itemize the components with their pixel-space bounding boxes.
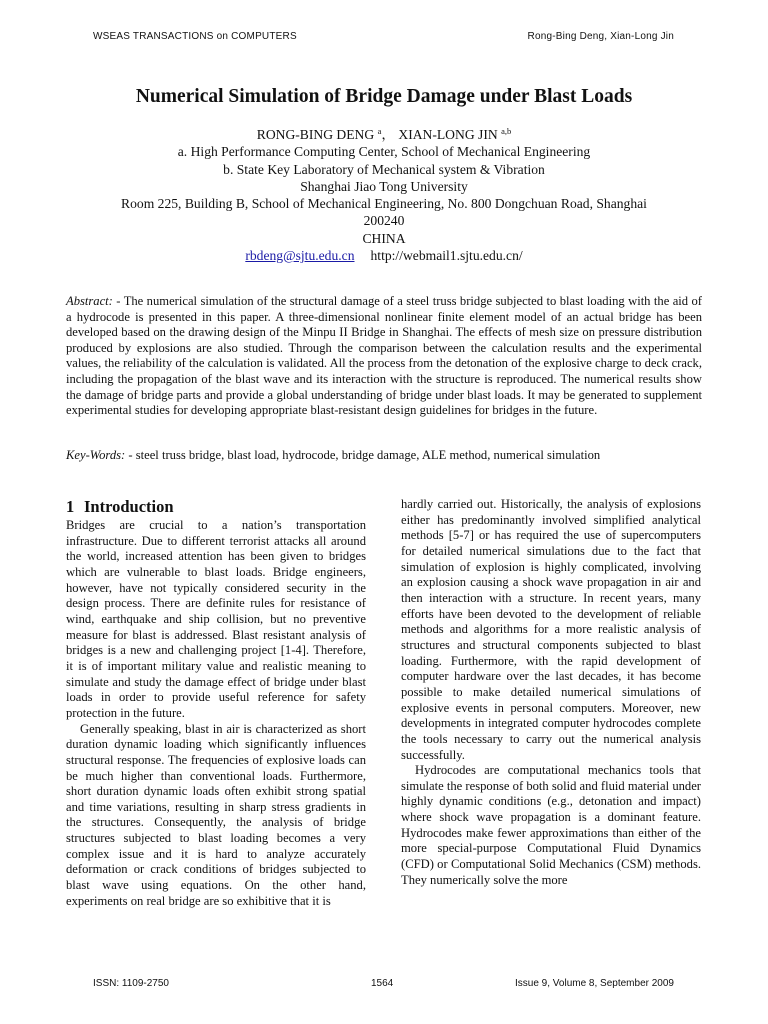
author-1-affil-mark: a (377, 126, 382, 136)
right-column (401, 497, 701, 888)
country: CHINA (362, 230, 406, 246)
keywords-text: - steel truss bridge, blast load, hydrocode, bridge damage, ALE method, numerical simulation (128, 448, 601, 462)
footer-page-number: 1564 (371, 978, 394, 989)
footer-issn: ISSN: 1109-2750 (93, 978, 169, 989)
affiliation-b: b. State Key Laboratory of Mechanical system & Vibration (223, 161, 545, 177)
left-paragraph-2: Generally speaking, blast in air is characterized as short duration dynamic loading which significantly influences structural response. The frequencies of explosive loads can be much higher than conventional loads. Furthermore, short duration dynamic loads often exhibit strong spatial and time variations, resulting in sharp stress gradients in the structures. Consequently, the analysis of bridge structures subjected to blast loading becomes a very complex issue and it is hard to analyze accurately deformation or crack conditions of bridges subjected to blast wave using equations. On the other hand, experiments on real bridge are so exhibitive that it is (66, 721, 366, 908)
right-paragraph-1: hardly carried out. Historically, the analysis of explosions either has predominantly involved simplified analytical methods [5-7] or has required the use of supercomputers for detailed numerical simulations due to the fact that simulation of explosion is highly complicated, involving an explosion causing a shock wave propagation in air and then interaction with a structure. In recent years, many efforts have been devoted to the development of reliable methods and algorithms for a more realistic analysis of structures and structural components subjected to blast loading. Furthermore, with the rapid development of computer hardware over the last decades, it has become possible to make detailed numerical simulations of explosive events in personal computers. Moreover, new developments in integrated computer hydrocodes complete the tools necessary to carry out the numerical analysis successfully. (401, 497, 701, 762)
address: Room 225, Building B, School of Mechanical Engineering, No. 800 Dongchuan Road, Shanghai (121, 196, 647, 212)
keywords-label: Key-Words: (66, 448, 126, 462)
author-block (66, 126, 702, 264)
left-paragraph-1: Bridges are crucial to a nation’s transportation infrastructure. Due to different terrorist attacks all around the world, increased attention has been given to bridges which are vulnerable to blast loads. Bridge engineers, however, have not typically considered security in the design process. There are definite rules for resistance of wind, earthquake and ship collision, but no preventive measure for blast is addressed. Blast resistant analysis of bridges is a new and challenging project [1-4]. Therefore, it is of important military value and realistic meaning to simulate and study the damage effect of bridge under blast loads in order to provide useful reference for safety protection in the future. (66, 518, 366, 720)
abstract (66, 294, 702, 419)
section-title: Introduction (84, 497, 174, 516)
university: Shanghai Jiao Tong University (300, 178, 468, 194)
running-header-authors: Rong-Bing Deng, Xian-Long Jin (527, 31, 674, 42)
section-number: 1 (66, 497, 75, 516)
abstract-label: Abstract: - (66, 294, 121, 308)
paper-title: Numerical Simulation of Bridge Damage under Blast Loads (135, 86, 633, 107)
postcode: 200240 (363, 213, 405, 229)
right-paragraph-2: Hydrocodes are computational mechanics tools that simulate the response of both solid and fluid material under highly dynamic conditions (e.g., detonation and impact) where shock wave propagation is a dominant feature. Hydrocodes make fewer approximations than either of the more special-purpose Computational Fluid Dynamics (CFD) or Computational Solid Mechanics (CSM) methods. They numerically solve the more (401, 763, 701, 887)
abstract-text: The numerical simulation of the structural damage of a steel truss bridge subjected to blast loading with the aid of a hydrocode is presented in this paper. A three-dimensional nonlinear finite element model of an actual bridge has been developed based on the drawing design of the Minpu II Bridge in Shanghai. The effects of mesh size on pressure distribution produced by explosions are also studied. Through the comparison between the calculation results and the experimental values, the reliability of the calculation is validated. All the process from the detonation of the explosive charge to deck crack, including the propagation of the blast wave and its interaction with the structure is reproduced. The numerical results show the damage of bridge parts and provide a global understanding of bridge under blast loads. It may be generated to supplement experimental studies for developing appropriate blast-resistant design guidelines for bridges in the future. (66, 294, 702, 418)
running-header-journal: WSEAS TRANSACTIONS on COMPUTERS (93, 31, 297, 42)
author-2-affil-mark: a,b (501, 126, 512, 136)
author-2: XIAN-LONG JIN (398, 127, 498, 142)
author-separator: ， (381, 127, 395, 142)
section-heading (66, 498, 366, 516)
contact-line (66, 247, 702, 264)
footer-issue: Issue 9, Volume 8, September 2009 (515, 978, 674, 989)
affiliation-a: a. High Performance Computing Center, School of Mechanical Engineering (177, 144, 591, 160)
email-link[interactable]: rbdeng@sjtu.edu.cn (245, 248, 355, 264)
left-column (66, 498, 366, 909)
website-url: http://webmail1.sjtu.edu.cn/ (370, 248, 523, 264)
keywords (66, 448, 702, 464)
author-1: RONG-BING DENG (256, 127, 375, 142)
author-line (66, 126, 702, 143)
